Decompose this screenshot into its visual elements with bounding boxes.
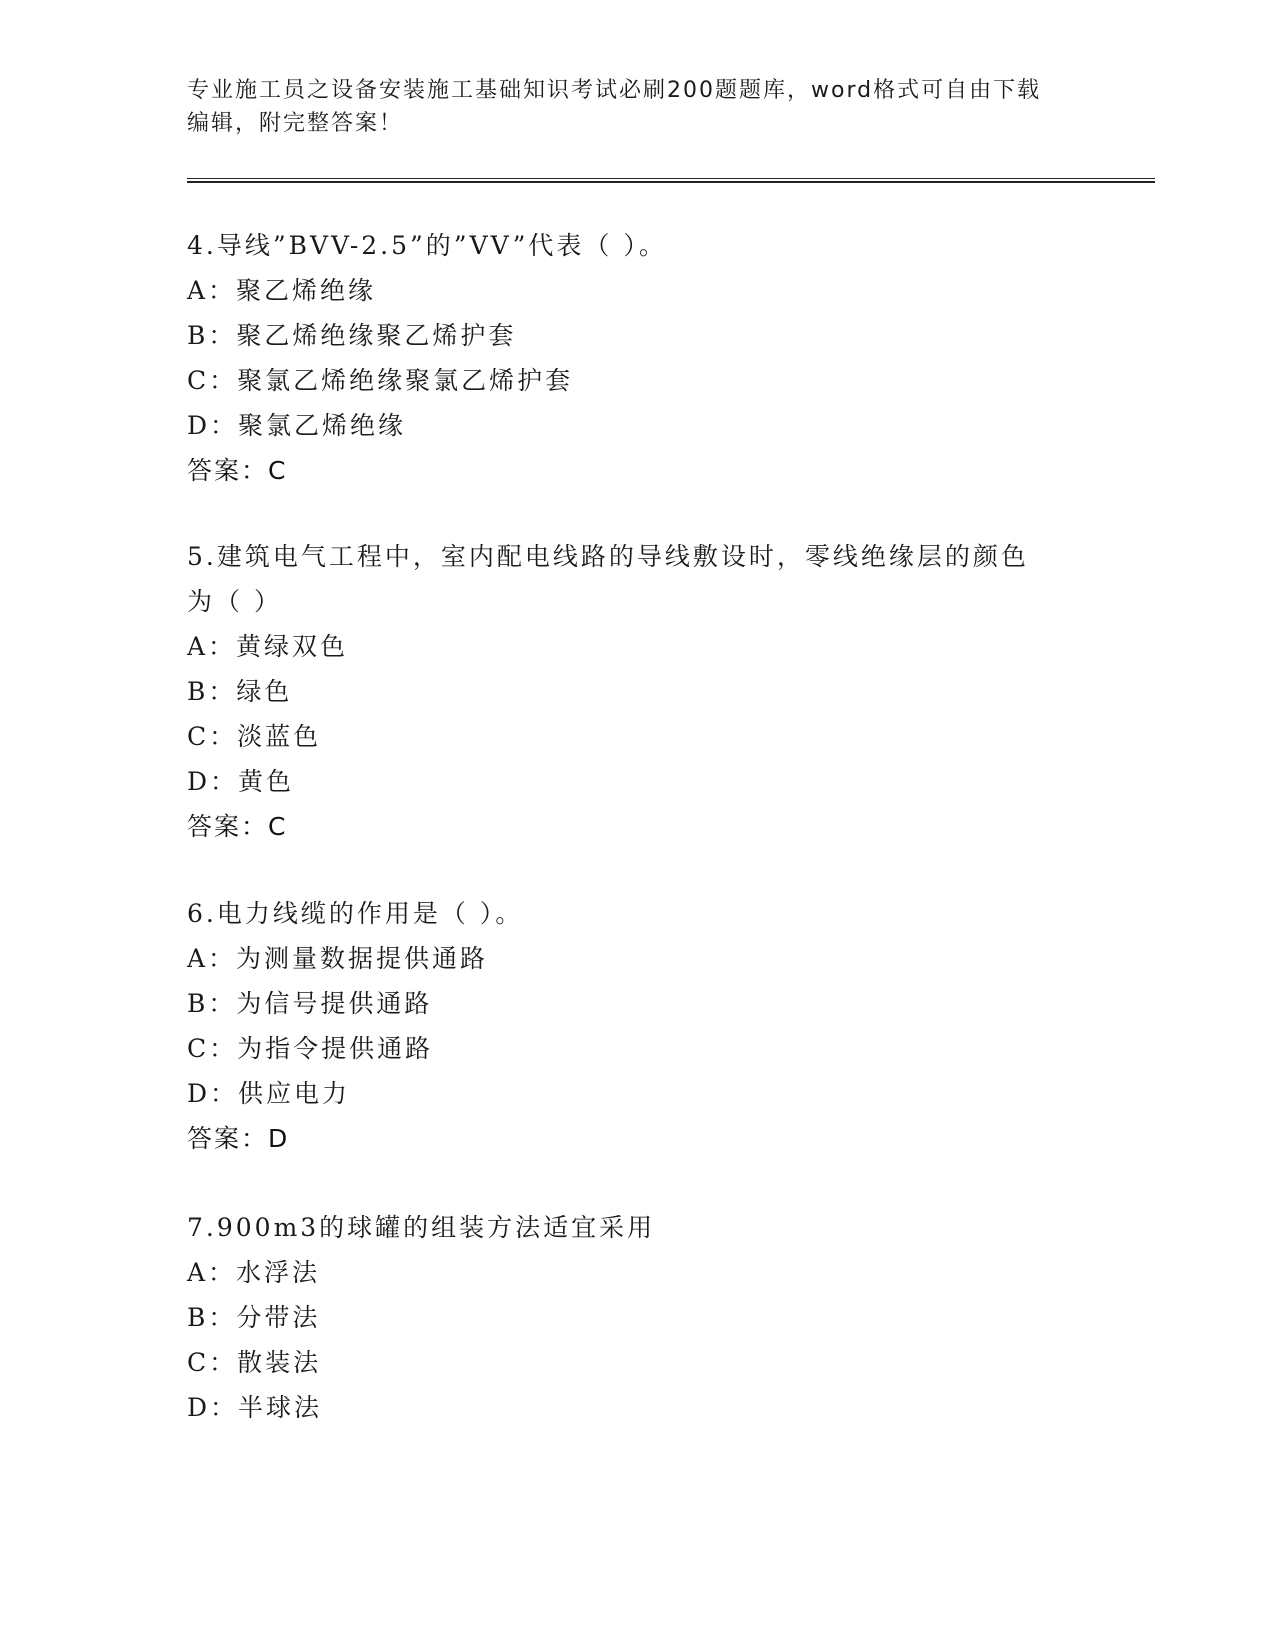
question-stem-continued: 为（ ） (187, 587, 282, 616)
option-a: A：聚乙烯绝缘 (187, 276, 377, 305)
question-stem: 4.导线”BVV-2.5”的”VV”代表（ ）。 (187, 231, 667, 260)
answer-label: 答案：C (187, 812, 288, 841)
option-c: C：淡蓝色 (187, 722, 322, 751)
option-d: D：半球法 (187, 1393, 323, 1422)
answer-label: 答案：D (187, 1124, 290, 1153)
option-b: B：绿色 (187, 677, 293, 706)
question-stem: 6.电力线缆的作用是（ ）。 (187, 899, 524, 928)
option-c: C：聚氯乙烯绝缘聚氯乙烯护套 (187, 366, 574, 395)
question-5 (187, 534, 1087, 849)
option-c: C：为指令提供通路 (187, 1034, 434, 1063)
option-c: C：散装法 (187, 1348, 322, 1377)
question-stem: 7.900m3的球罐的组装方法适宜采用 (187, 1213, 656, 1242)
header-title-line-2: 编辑，附完整答案！ (187, 111, 404, 136)
option-b: B：为信号提供通路 (187, 989, 433, 1018)
question-6 (187, 891, 1087, 1161)
option-a: A：水浮法 (187, 1258, 321, 1287)
question-stem: 5.建筑电气工程中，室内配电线路的导线敷设时，零线绝缘层的颜色 (187, 542, 1029, 571)
answer-label: 答案：C (187, 456, 288, 485)
option-d: D：聚氯乙烯绝缘 (187, 411, 407, 440)
header-divider (187, 178, 1155, 183)
option-a: A：黄绿双色 (187, 632, 349, 661)
question-7 (187, 1205, 1087, 1430)
header-title-line-1: 专业施工员之设备安装施工基础知识考试必刷200题题库，word格式可自由下载 (187, 78, 1042, 103)
option-d: D：供应电力 (187, 1079, 351, 1108)
option-b: B：聚乙烯绝缘聚乙烯护套 (187, 321, 517, 350)
option-d: D：黄色 (187, 767, 295, 796)
document-header (187, 74, 1087, 140)
option-b: B：分带法 (187, 1303, 321, 1332)
option-a: A：为测量数据提供通路 (187, 944, 489, 973)
question-4 (187, 223, 1087, 493)
